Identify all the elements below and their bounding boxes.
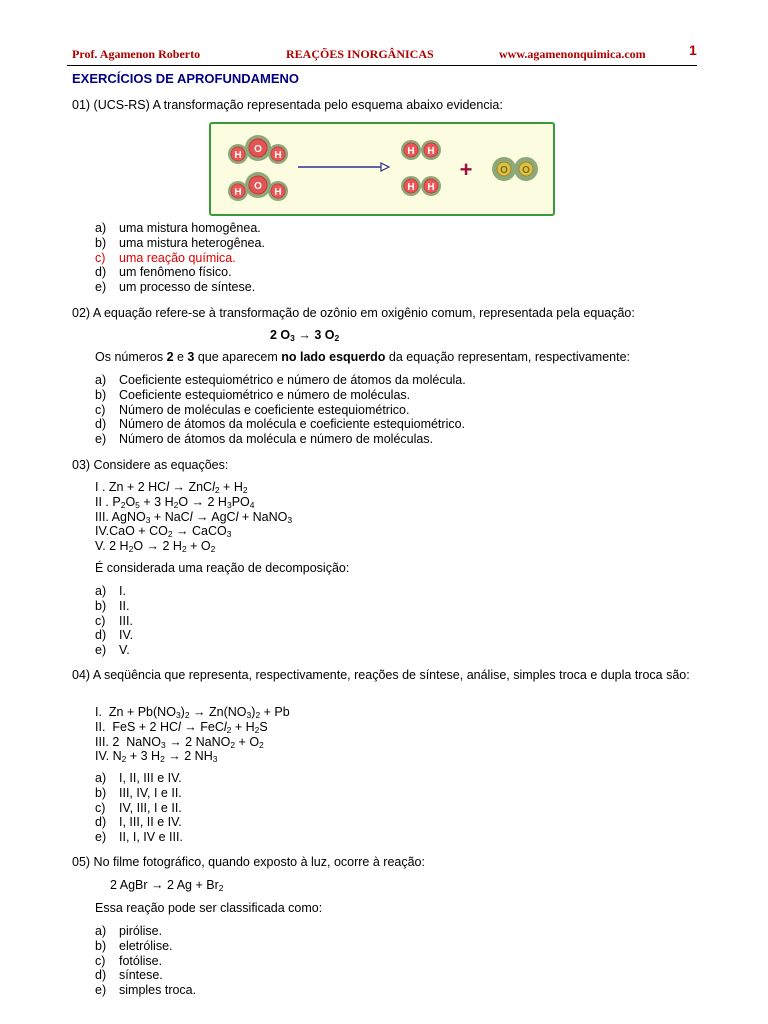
- equation-3: III. 2 NaNO$_3$ → 2 NaNO$_2$ + $O_2$: [95, 734, 264, 750]
- option[interactable]: c) IV, III, I e II.: [95, 800, 182, 815]
- option[interactable]: c) fotólise.: [95, 953, 163, 968]
- option[interactable]: b) uma mistura heterogênea.: [95, 235, 265, 250]
- page-header: [67, 43, 697, 66]
- equation-1: I. $Zn + Pb(NO_3)_2 \to Zn(NO_3)_2 + Pb$: [95, 705, 290, 720]
- option[interactable]: b) III, IV, I e II.: [95, 785, 182, 800]
- equation-1: I . Zn + 2 HCl → ZnCl$_2$ + $H_2$: [95, 480, 248, 495]
- option[interactable]: a) I.: [95, 584, 126, 598]
- question-3-equations: [95, 480, 292, 554]
- option[interactable]: e) II, I, IV e III.: [95, 830, 183, 845]
- option[interactable]: e) simples troca.: [95, 983, 197, 998]
- option[interactable]: d) síntese.: [95, 968, 163, 983]
- option[interactable]: d) IV.: [95, 628, 134, 643]
- option[interactable]: b) II.: [95, 598, 130, 613]
- question-2-statement: Os números 2 e 3 que aparecem no lado esquerdo da equação representam, respectivamente:: [95, 350, 631, 364]
- atom-label: H: [234, 187, 242, 198]
- question-3-options: [95, 584, 133, 658]
- option[interactable]: c) Número de moléculas e coeficiente estequiométrico.: [95, 402, 410, 417]
- option[interactable]: d) Número de átomos da molécula e coeficiente estequiométrico.: [95, 417, 466, 432]
- option[interactable]: e) um processo de síntese.: [95, 280, 256, 295]
- header-subject: REAÇÕES INORGÂNICAS: [286, 47, 434, 61]
- oxygen-molecule: [492, 157, 538, 181]
- atom-label: H: [427, 182, 435, 193]
- option[interactable]: e) Número de átomos da molécula e número de moléculas.: [95, 432, 434, 447]
- equation-4: $IV.CaO + CO_2$ → CaCO$_3$: [95, 524, 232, 540]
- question-5-options: [95, 924, 196, 998]
- question-3-text: 03) Considere as equações:: [72, 458, 229, 472]
- question-4-options: [95, 771, 183, 845]
- option-answer[interactable]: c) uma reação química.: [95, 250, 236, 265]
- option[interactable]: e) V.: [95, 643, 130, 658]
- option[interactable]: a) I, II, III e IV.: [95, 771, 182, 785]
- equation-3: III. AgNO$_3$ + NaCl → AgCl + NaNO$_3$: [95, 509, 293, 525]
- option[interactable]: a) uma mistura homogênea.: [95, 221, 261, 235]
- atom-label: O: [254, 181, 262, 192]
- atom-label: O: [254, 144, 262, 155]
- header-site: www.agamenonquimica.com: [499, 47, 646, 61]
- question-2-equation: 2 $O_3 \to 3$ $O_2$: [270, 328, 340, 343]
- equation-5: V. 2 $H_2O \to 2$ $H_2 + O_2$: [95, 539, 216, 555]
- question-5-prompt: Essa reação pode ser classificada como:: [95, 901, 323, 915]
- question-4-equations: [95, 705, 290, 764]
- equation-2: II . $P_2O_5 + 3$ $H_2O \to 2$ $H_3PO_4$: [95, 494, 255, 510]
- question-3-prompt: É considerada uma reação de decomposição:: [95, 561, 350, 575]
- option[interactable]: a) pirólise.: [95, 924, 163, 938]
- page-title: EXERCÍCIOS DE APROFUNDAMENO: [72, 71, 300, 86]
- option[interactable]: d) I, III, II e IV.: [95, 815, 182, 830]
- atom-label: O: [522, 165, 530, 176]
- atom-label: O: [500, 165, 508, 176]
- question-1-text: 01) (UCS-RS) A transformação representada pelo esquema abaixo evidencia:: [72, 98, 503, 112]
- option[interactable]: b) Coeficiente estequiométrico e número de moléculas.: [95, 387, 411, 402]
- question-5-equation: 2 AgBr → 2 $Ag + Br_2$: [110, 878, 224, 893]
- option[interactable]: b) eletrólise.: [95, 938, 173, 953]
- option[interactable]: a) Coeficiente estequiométrico e número de átomos da molécula.: [95, 373, 466, 387]
- option[interactable]: c) III.: [95, 613, 133, 628]
- atom-label: H: [274, 187, 282, 198]
- option[interactable]: d) um fenômeno físico.: [95, 265, 232, 280]
- atom-label: H: [427, 146, 435, 157]
- atom-label: H: [274, 150, 282, 161]
- equation-2: II. FeS + 2 HCl → FeCl$_2$ + $H_2S$: [95, 719, 268, 735]
- atom-label: H: [234, 150, 242, 161]
- water-decomposition-illustration: [211, 124, 553, 214]
- question-2-options: [95, 373, 466, 447]
- reaction-diagram: [209, 122, 555, 216]
- question-5-text: 05) No filme fotográfico, quando exposto à luz, ocorre à reação:: [72, 855, 425, 869]
- question-4-text: 04) A seqüência que representa, respectivamente, reações de síntese, análise, simples troca e dupla troca são:: [72, 668, 690, 682]
- equation-4: IV. $N_2 + 3$ $H_2 \to 2$ $NH_3$: [95, 749, 218, 765]
- question-2-text: 02) A equação refere-se à transformação de ozônio em oxigênio comum, representada pela equação:: [72, 306, 635, 320]
- plus-sign: +: [459, 157, 473, 182]
- atom-label: H: [407, 182, 415, 193]
- atom-label: H: [407, 146, 415, 157]
- page-number: 1: [689, 42, 697, 58]
- question-1-options: [95, 221, 265, 295]
- header-author: Prof. Agamenon Roberto: [72, 47, 201, 61]
